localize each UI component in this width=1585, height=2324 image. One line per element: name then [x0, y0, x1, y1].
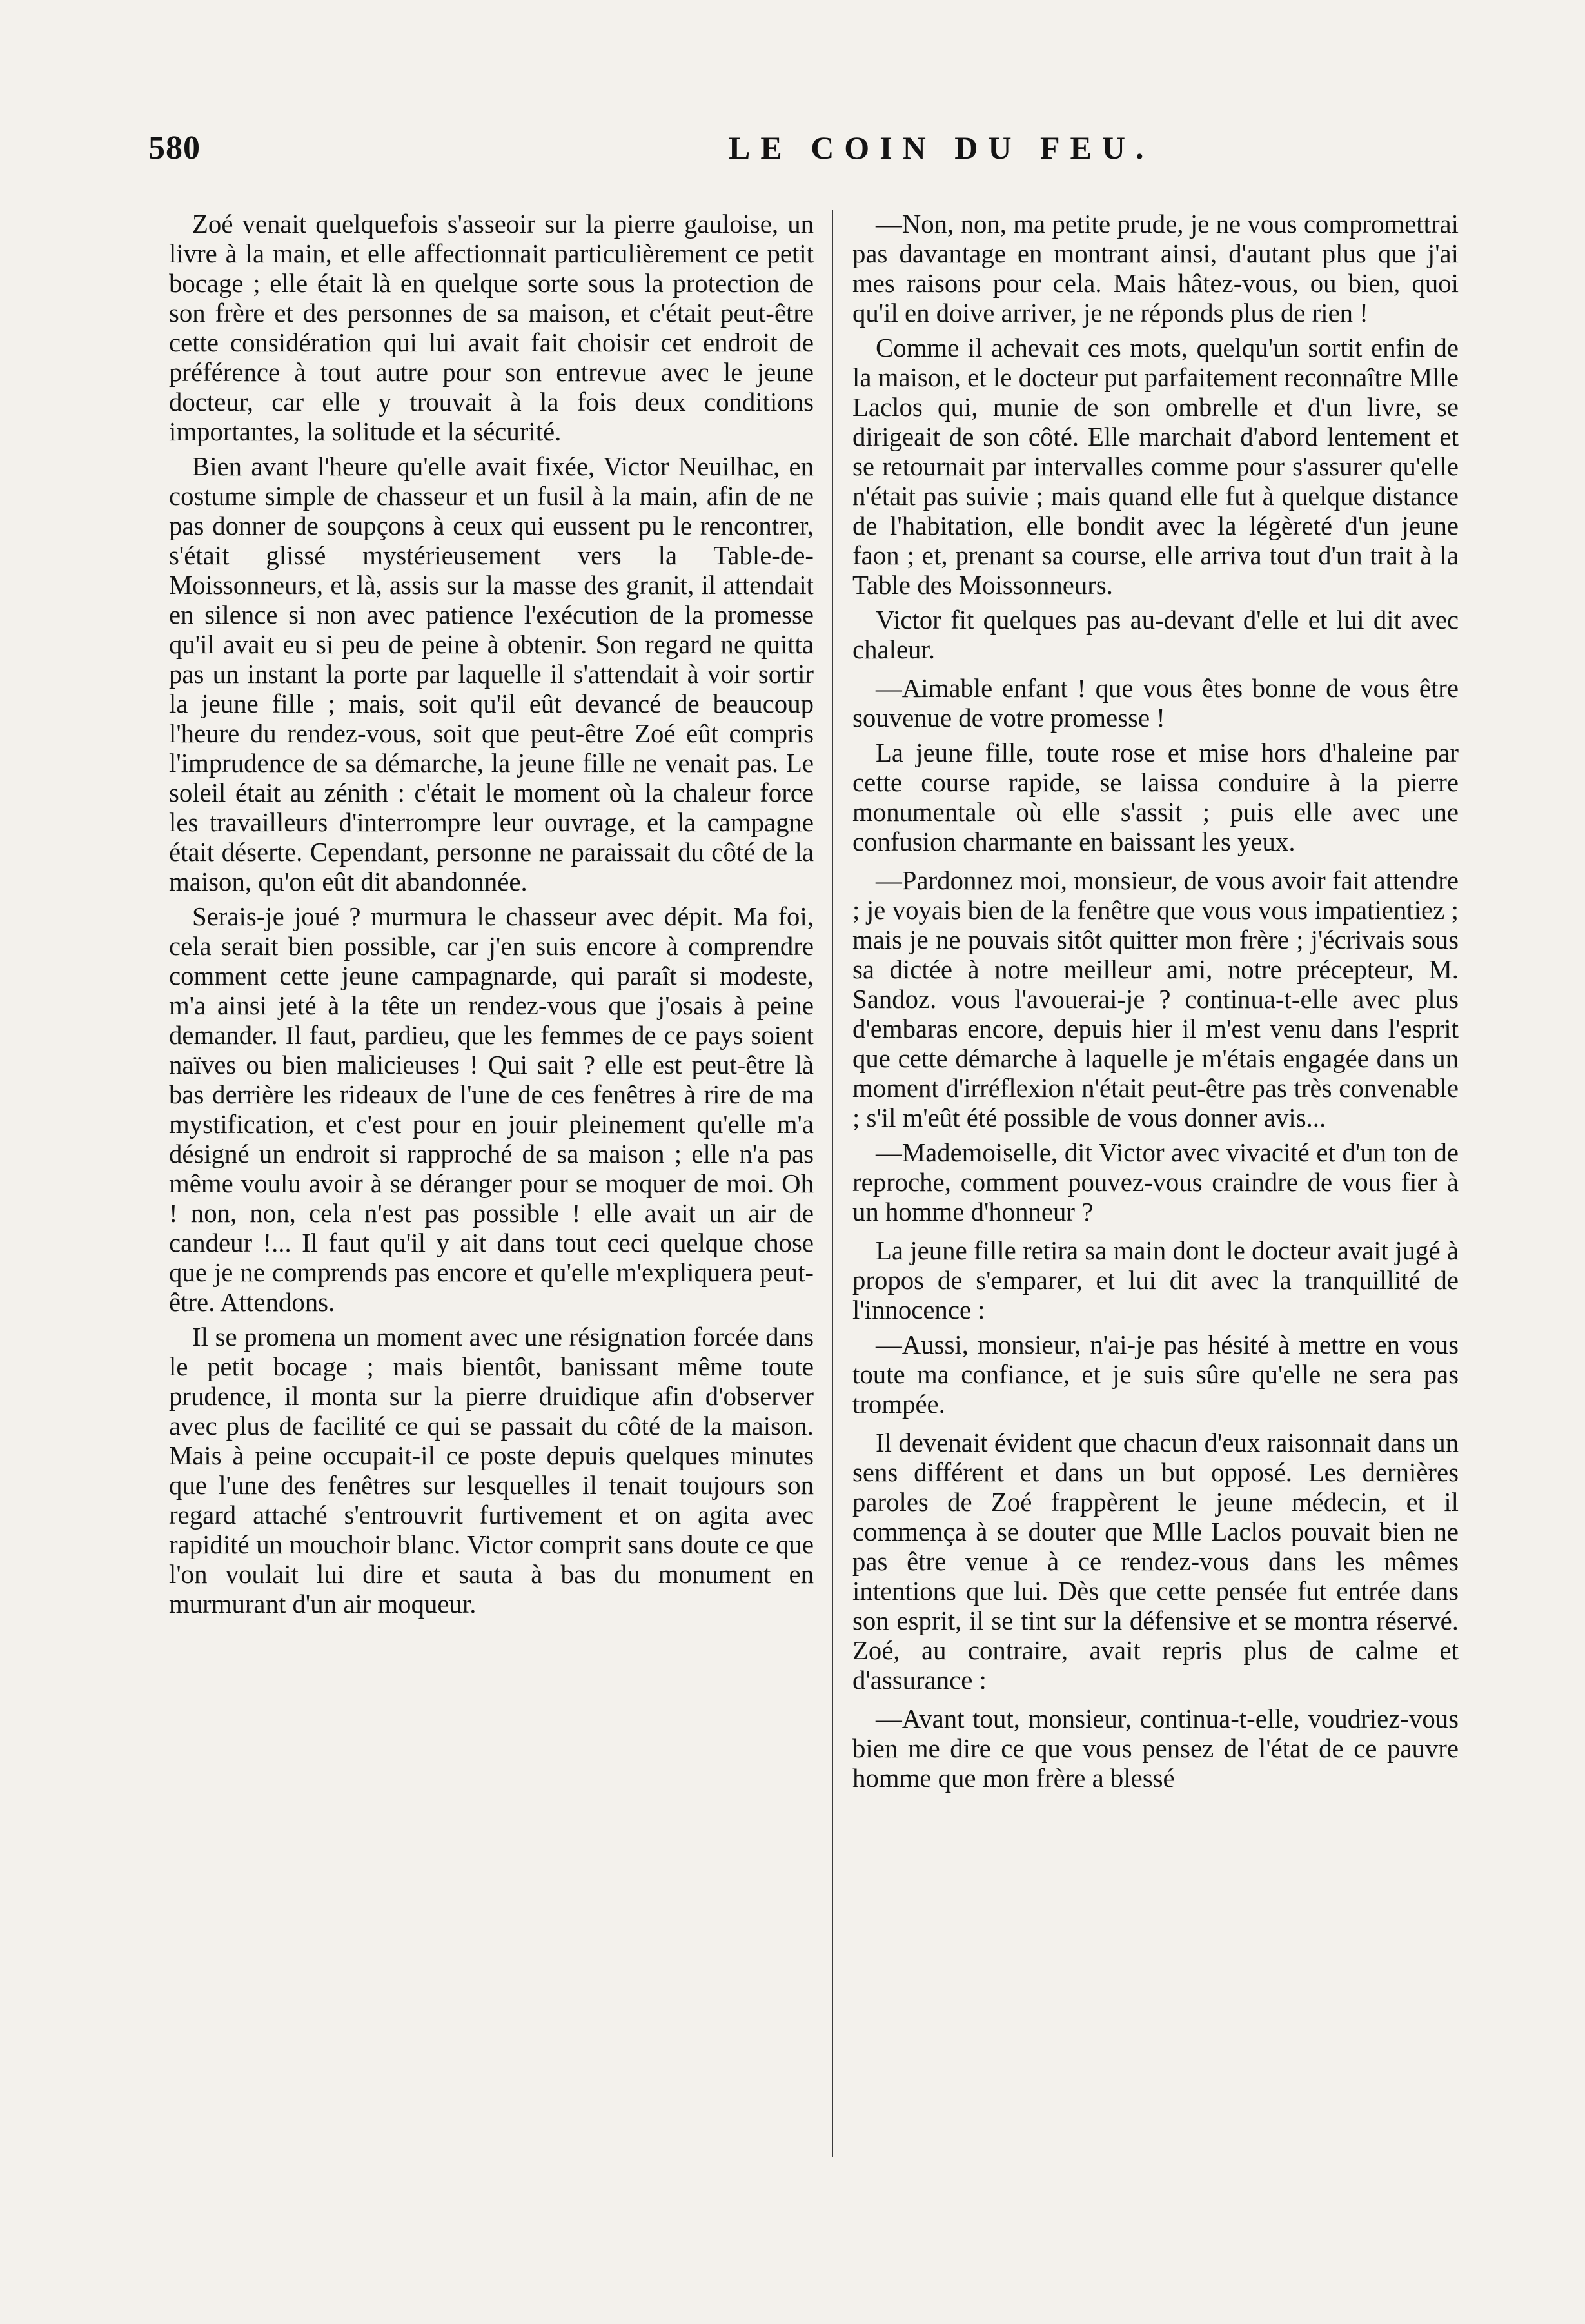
paragraph: Bien avant l'heure qu'elle avait fixée, Victor Neuilhac, en costume simple de chasseur et un fusil à la main, afin de ne pas donner de soupçons à ceux qui eussent pu le rencontrer, s'était glissé mystérieusement vers la Table-de-Moissonneurs, et là, assis sur la masse des granit, il attendait en silence si non avec patience l'exécution de la promesse qu'il avait eu si peu de peine à obtenir. Son regard ne quitta pas un instant la porte par laquelle il s'attendait à voir sortir la jeune fille ; mais, soit qu'il eût devancé de beaucoup l'heure du rendez-vous, soit que peut-être Zoé eût compris l'imprudence de sa démarche, la jeune fille ne venait pas. Le soleil était au zénith : c'était le moment où la chaleur force les travailleurs d'interrompre leur ouvrage, et la campagne était déserte. Cependant, personne ne paraissait du côté de la maison, qu'on eût dit abandonnée.: [169, 452, 814, 896]
paragraph: Victor fit quelques pas au-devant d'elle et lui dit avec chaleur.: [852, 606, 1459, 664]
paragraph: —Aimable enfant ! que vous êtes bonne de vous être souvenue de votre promesse !: [852, 674, 1459, 733]
right-column: [852, 210, 1459, 1798]
paragraph: Comme il achevait ces mots, quelqu'un sortit enfin de la maison, et le docteur put parfaitement reconnaître Mlle Laclos qui, munie de son ombrelle et d'un livre, se dirigeait de son côté. Elle marchait d'abord lentement et se retournait par intervalles comme pour s'assurer qu'elle n'était pas suivie ; mais quand elle fut à quelque distance de l'habitation, elle bondit avec la légèreté d'un jeune faon ; et, prenant sa course, elle arriva tout d'un trait à la Table des Moissonneurs.: [852, 333, 1459, 600]
paragraph: La jeune fille, toute rose et mise hors d'haleine par cette course rapide, se laissa conduire à la pierre monumentale où elle s'assit ; puis elle avec une confusion charmante en baissant les yeux.: [852, 738, 1459, 856]
paragraph: —Pardonnez moi, monsieur, de vous avoir fait attendre ; je voyais bien de la fenêtre que vous vous impatientiez ; mais je ne pouvais sitôt quitter mon frère ; j'écrivais sous sa dictée à notre meilleur ami, notre précepteur, M. Sandoz. vous l'avouerai-je ? continua-t-elle avec plus d'embaras encore, depuis hier il m'est venu dans l'esprit que cette démarche à laquelle je m'étais engagée dans un moment d'irréflexion n'était peut-être pas très convenable ; s'il m'eût été possible de vous donner avis...: [852, 866, 1459, 1132]
paragraph: Il devenait évident que chacun d'eux raisonnait dans un sens différent et dans un but opposé. Les dernières paroles de Zoé frappèrent le jeune médecin, et il commença à se douter que Mlle Laclos pouvait bien ne pas être venue à ce rendez-vous dans les mêmes intentions que lui. Dès que cette pensée fut entrée dans son esprit, il se tint sur la défensive et se montra réservé. Zoé, au contraire, avait repris plus de calme et d'assurance :: [852, 1428, 1459, 1695]
paragraph: Zoé venait quelquefois s'asseoir sur la pierre gauloise, un livre à la main, et elle affectionnait particulièrement ce petit bocage ; elle était là en quelque sorte sous la protection de son frère et des personnes de sa maison, et c'était peut-être cette considération qui lui avait fait choisir cet endroit de préférence à tout autre pour son entrevue avec le jeune docteur, car elle y trouvait à la fois deux conditions importantes, la solitude et la sécurité.: [169, 210, 814, 446]
paragraph: —Non, non, ma petite prude, je ne vous compromettrai pas davantage en montrant ainsi, d'autant plus que j'ai mes raisons pour cela. Mais hâtez-vous, ou bien, quoi qu'il en doive arriver, je ne réponds plus de rien !: [852, 210, 1459, 328]
page-header: [148, 129, 1477, 181]
paragraph: —Aussi, monsieur, n'ai-je pas hésité à mettre en vous toute ma confiance, et je suis sûre qu'elle ne sera pas trompée.: [852, 1330, 1459, 1419]
page-number: 580: [148, 130, 201, 166]
paragraph: La jeune fille retira sa main dont le docteur avait jugé à propos de s'emparer, et lui dit avec la tranquillité de l'innocence :: [852, 1236, 1459, 1324]
running-title: LE COIN DU FEU.: [729, 130, 1154, 166]
left-column: [169, 210, 814, 1624]
paragraph: Serais-je joué ? murmura le chasseur avec dépit. Ma foi, cela serait bien possible, car j'en suis encore à comprendre comment cette jeune campagnarde, qui paraît si modeste, m'a ainsi jeté à la tête un rendez-vous que j'osais à peine demander. Il faut, pardieu, que les femmes de ce pays soient naïves ou bien malicieuses ! Qui sait ? elle est peut-être là bas derrière les rideaux de l'une de ces fenêtres à rire de ma mystification, et c'est pour en jouir pleinement qu'elle m'a désigné un endroit si rapproché de sa maison ; elle n'a pas même voulu avoir à se déranger pour se moquer de moi. Oh ! non, non, cela n'est pas possible ! elle avait un air de candeur !... Il faut qu'il y ait dans tout ceci quelque chose que je ne comprends pas encore et qu'elle m'expliquera peut-être. Attendons.: [169, 902, 814, 1317]
paragraph: —Mademoiselle, dit Victor avec vivacité et d'un ton de reproche, comment pouvez-vous craindre de vous fier à un homme d'honneur ?: [852, 1138, 1459, 1226]
column-divider: [832, 210, 833, 2157]
paragraph: Il se promena un moment avec une résignation forcée dans le petit bocage ; mais bientôt, banissant même toute prudence, il monta sur la pierre druidique afin d'observer avec plus de facilité ce qui se passait du côté de la maison. Mais à peine occupait-il ce poste depuis quelques minutes que l'une des fenêtres sur lesquelles il tenait toujours son regard attaché s'entrouvrit furtivement et on agita avec rapidité un mouchoir blanc. Victor comprit sans doute ce que l'on voulait lui dire et sauta à bas du monument en murmurant d'un air moqueur.: [169, 1323, 814, 1619]
paragraph: —Avant tout, monsieur, continua-t-elle, voudriez-vous bien me dire ce que vous pensez de l'état de ce pauvre homme que mon frère a blessé: [852, 1704, 1459, 1793]
